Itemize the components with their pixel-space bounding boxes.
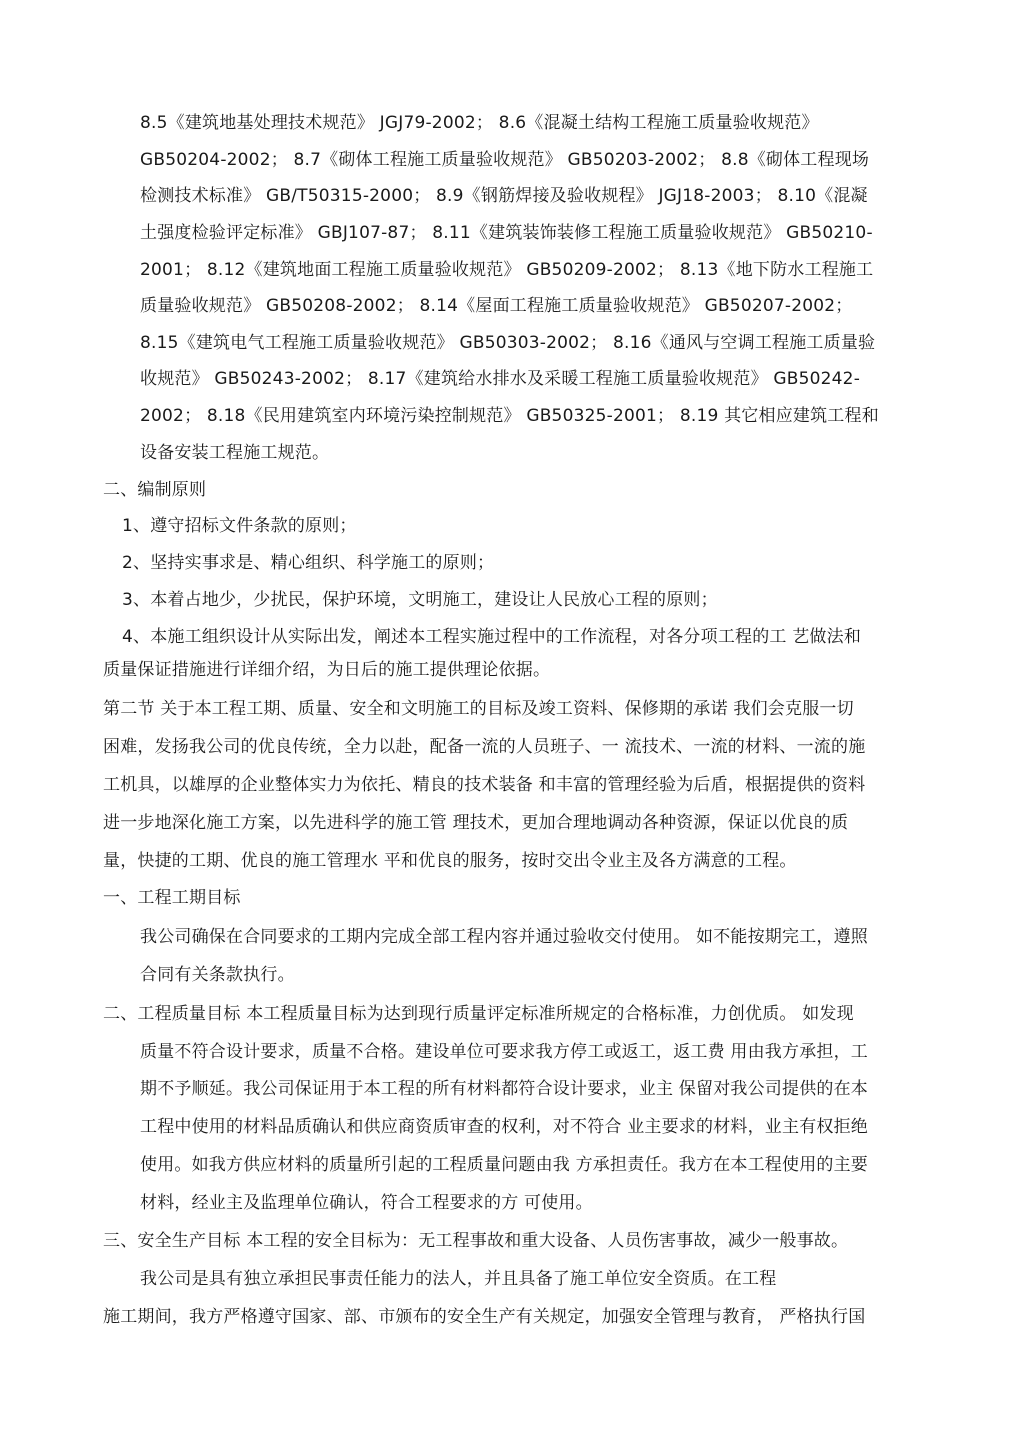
text-line: 2001； 8.12《建筑地面工程施工质量验收规范》 GB50209-2002； 8.13《地下防水工程施工 <box>140 260 874 280</box>
text-line: 检测技术标准》 GB/T50315-2000； 8.9《钢筋焊接及验收规程》 JGJ18-2003； 8.10《混凝 <box>140 186 868 206</box>
text-line: 质量保证措施进行详细介绍，为日后的施工提供理论依据。 <box>103 660 551 680</box>
text-line: 期不予顺延。我公司保证用于本工程的所有材料都符合设计要求，业主 保留对我公司提供的在本 <box>140 1079 869 1099</box>
text-line: 材料，经业主及监理单位确认，符合工程要求的方 可使用。 <box>140 1193 593 1213</box>
text-line: 质量验收规范》 GB50208-2002； 8.14《屋面工程施工质量验收规范》 GB50207-2002； <box>140 296 853 316</box>
text-line: 我公司确保在合同要求的工期内完成全部工程内容并通过验收交付使用。 如不能按期完工，遵照 <box>140 927 869 947</box>
section-heading: 一、工程工期目标 <box>103 888 241 908</box>
text-line: 施工期间，我方严格遵守国家、部、市颁布的安全生产有关规定，加强安全管理与教育， 严格执行国 <box>103 1307 866 1327</box>
section-heading: 二、工程质量目标 本工程质量目标为达到现行质量评定标准所规定的合格标准，力创优质。 如发现 <box>103 1004 854 1024</box>
text-line: 3、本着占地少，少扰民，保护环境，文明施工，建设让人民放心工程的原则； <box>122 590 718 610</box>
text-line: 设备安装工程施工规范。 <box>140 443 330 463</box>
section-heading: 二、编制原则 <box>103 480 207 500</box>
text-line: 工机具，以雄厚的企业整体实力为依托、精良的技术装备 和丰富的管理经验为后盾，根据提供的资料 <box>103 775 866 795</box>
text-line: 进一步地深化施工方案，以先进科学的施工管 理技术，更加合理地调动各种资源，保证以优良的质 <box>103 813 849 833</box>
text-line: 8.15《建筑电气工程施工质量验收规范》 GB50303-2002； 8.16《通风与空调工程施工质量验 <box>140 333 876 353</box>
text-line: 量，快捷的工期、优良的施工管理水 平和优良的服务，按时交出令业主及各方满意的工程。 <box>103 851 797 871</box>
text-line: 2、坚持实事求是、精心组织、科学施工的原则； <box>122 553 495 573</box>
text-line: 工程中使用的材料品质确认和供应商资质审查的权利，对不符合 业主要求的材料，业主有权拒绝 <box>140 1117 869 1137</box>
text-line: 1、遵守招标文件条款的原则； <box>122 516 357 536</box>
section-heading: 第二节 关于本工程工期、质量、安全和文明施工的目标及竣工资料、保修期的承诺 我们会克服一切 <box>103 699 854 719</box>
text-line: 我公司是具有独立承担民事责任能力的法人，并且具备了施工单位安全资质。在工程 <box>140 1269 777 1289</box>
text-line: 困难，发扬我公司的优良传统，全力以赴，配备一流的人员班子、一 流技术、一流的材料、一流的施 <box>103 737 866 757</box>
text-line: 使用。如我方供应材料的质量所引起的工程质量问题由我 方承担责任。我方在本工程使用的主要 <box>140 1155 869 1175</box>
text-line: 2002； 8.18《民用建筑室内环境污染控制规范》 GB50325-2001； 8.19 其它相应建筑工程和 <box>140 406 879 426</box>
text-line: 土强度检验评定标准》 GBJ107-87； 8.11《建筑装饰装修工程施工质量验收规范》 GB50210- <box>140 223 873 243</box>
section-heading: 三、安全生产目标 本工程的安全目标为：无工程事故和重大设备、人员伤害事故，减少一般事故。 <box>103 1231 849 1251</box>
text-line: 收规范》 GB50243-2002； 8.17《建筑给水排水及采暖工程施工质量验收规范》 GB50242- <box>140 369 861 389</box>
text-line: 4、本施工组织设计从实际出发，阐述本工程实施过程中的工作流程，对各分项工程的工 艺做法和 <box>122 627 862 647</box>
text-line: 合同有关条款执行。 <box>140 965 295 985</box>
text-line: 质量不符合设计要求，质量不合格。建设单位可要求我方停工或返工，返工费 用由我方承担，工 <box>140 1042 869 1062</box>
text-line: GB50204-2002； 8.7《砌体工程施工质量验收规范》 GB50203-2002； 8.8《砌体工程现场 <box>140 150 870 170</box>
text-line: 8.5《建筑地基处理技术规范》 JGJ79-2002； 8.6《混凝土结构工程施工质量验收规范》 <box>140 113 819 133</box>
